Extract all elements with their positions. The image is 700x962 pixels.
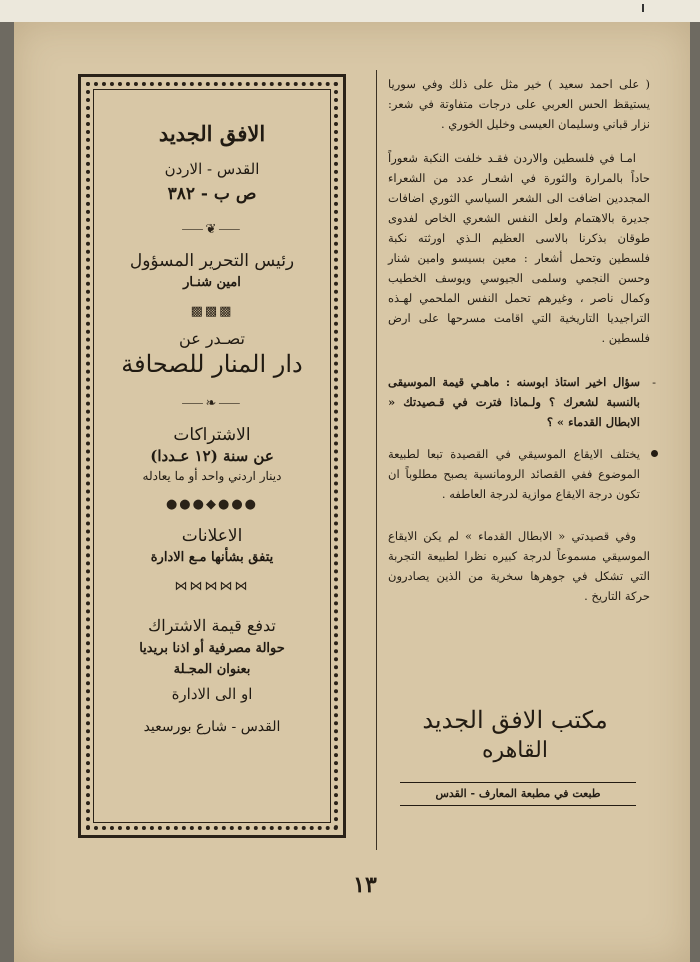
- editor-role: رئيس التحرير المسؤول: [129, 251, 295, 271]
- payment-method: حوالة مصرفية أو اذنا بريديا: [139, 641, 285, 656]
- printer-credit: طبعت في مطبعة المعارف - القدس: [400, 782, 636, 806]
- cairo-office: [420, 706, 610, 763]
- subscriptions-price: دينار اردني واحد أو ما يعادله: [142, 469, 282, 483]
- article-column: [388, 74, 656, 606]
- page-number: ١٣: [353, 872, 377, 898]
- publisher-name: دار المنار للصحافة: [121, 350, 303, 378]
- issued-from: تصـدر عن: [179, 329, 245, 348]
- column-divider: [376, 70, 377, 850]
- editor-name: امين شنـار: [183, 275, 241, 290]
- bullet-icon: [651, 450, 658, 457]
- answer-paragraph-2: وفي قصيدتي « الابطال القدماء » لم يكن الايقاع الموسيقي مسموعاً لدرجة كبيره نظرا لطبيعة التجربة التي تشكل في جوهرها سخرية من الذين يصادرون حركة التاريخ .: [388, 529, 650, 603]
- magazine-title: الافق الجديد: [158, 121, 266, 146]
- ads-terms: يتفق بشأنها مـع الادارة: [150, 550, 274, 565]
- masthead-box: [78, 74, 346, 838]
- ornament-braid-icon: ⋈⋈⋈⋈⋈: [174, 579, 250, 594]
- answer-paragraph-1: [388, 444, 650, 504]
- subscriptions-heading: الاشتراكات: [173, 425, 251, 445]
- answer-text-1: يختلف الايقاع الموسيقي في القصيدة تبعا لطبيعة الموضوع ففي القصائد الرومانسية يصبح مطلوباً ان تكون درجة الايقاع موازية لدرجة العاطفه .: [388, 447, 640, 501]
- masthead-content: [97, 95, 327, 817]
- article-paragraph-1: ( على احمد سعيد ) خير مثل على ذلك وفي سوريا يستيقظ الحس العربي على درجات متفاوتة في شعر: نزار قباني وسليمان العيسى وخليل الخوري .: [388, 77, 650, 131]
- ads-heading: الاعلانات: [181, 526, 243, 546]
- office-city: القاهره: [482, 738, 548, 763]
- edge-mark: [642, 4, 644, 12]
- office-address: القدس - شارع بورسعيد: [143, 719, 281, 735]
- dash-icon: -: [652, 375, 656, 389]
- office-name: مكتب الافق الجديد: [422, 706, 608, 734]
- payment-heading: تدفع قيمة الاشتراك: [148, 616, 276, 635]
- payment-address-label: بعنوان المجـلة: [173, 662, 251, 677]
- subscriptions-term: عن سنة (١٢ عـددا): [150, 447, 274, 465]
- payment-alternative: او الى الادارة: [171, 685, 253, 703]
- article-paragraph-2: امـا في فلسطين والاردن فقـد خلفت النكبة شعوراً حاداً بالمرارة والثورة في اشعـار عدد من الشعراء المجددين اضافت الى الشعر السياسي الثوري اضافات جديرة بالاهتمام ولعل النفس الشعري الخاص لفدوى طوقان بذكرنا بالاسى العظيم الـذي اورثته نكبة فلسطين وتحمل أشعار : معين بسيسو وامين شنار وحسن النجمي وسلمى الجيوسي ويوسف الخطيب وكمال ناصر ، وغيرهم تحمل النفس الملحمي لهـذه التراجيديا التاريخية التي اقامت مسرحها على ارض فلسطين .: [388, 151, 650, 345]
- question-text: سؤال اخير استاذ ابوسنه : ماهـي قيمة الموسيقى بالنسبة لشعرك ؟ ولـماذا فترت في قـصيدتك « الابطال القدماء » ؟: [388, 375, 640, 429]
- ornament-divider-icon: ⸺❧⸺: [181, 396, 243, 411]
- top-strip: [0, 0, 700, 22]
- ornament-block-icon: ▩▩▩: [190, 304, 234, 319]
- publication-place: القدس - الاردن: [164, 160, 260, 178]
- interview-question: [388, 372, 656, 432]
- ornament-dots-icon: ●●●◆●●●: [165, 497, 259, 512]
- ornament-divider-icon: ⸺❦⸺: [181, 222, 243, 237]
- po-box: ص ب - ٣٨٢: [167, 184, 257, 204]
